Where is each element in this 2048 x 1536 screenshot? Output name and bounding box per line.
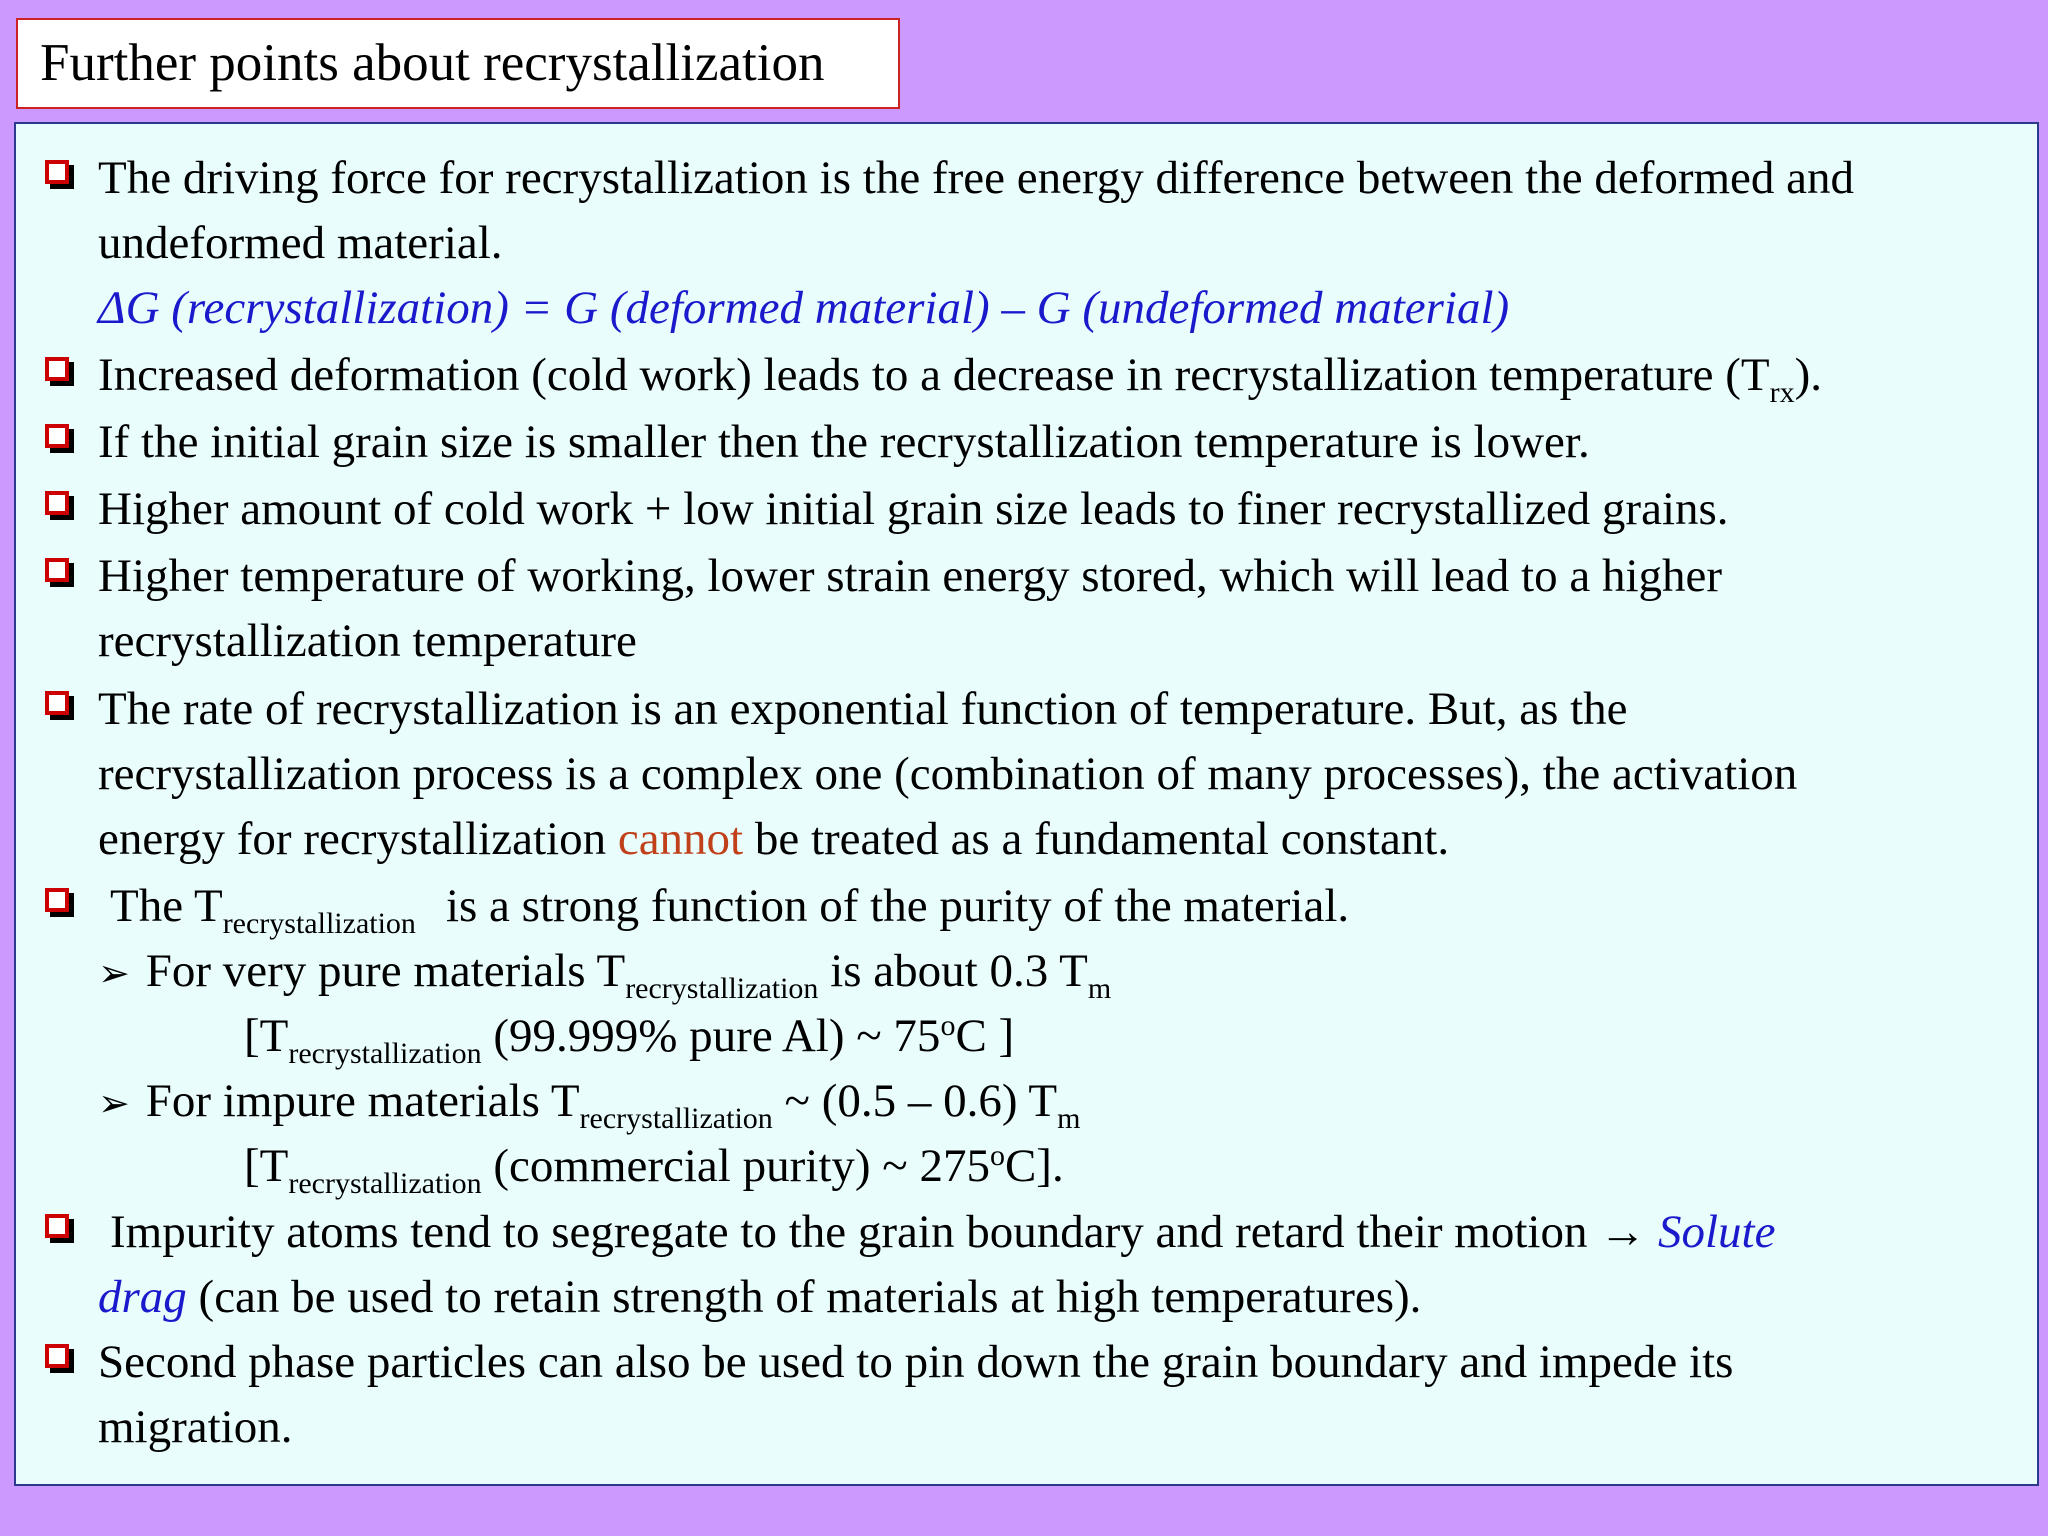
arrow-bullet-icon: ➢ (98, 953, 130, 995)
subscript: recrystallization (222, 907, 416, 940)
text-span: C]. (1004, 1140, 1064, 1192)
bullet-icon (45, 424, 69, 448)
text-line: Higher amount of cold work + low initial grain size leads to finer recrystallized grains. (98, 483, 1729, 535)
text-line: The driving force for recrystallization is the free energy difference between the deformed and (98, 152, 1855, 204)
text-span: For impure materials T (145, 1075, 580, 1127)
text-line: undeformed material. (98, 217, 503, 269)
subscript: m (1087, 972, 1112, 1005)
text-span: Impurity atoms tend to segregate to the grain boundary and retard their motion → (110, 1206, 1658, 1258)
sub-bullet-line (98, 941, 1111, 1004)
subscript: rx (1769, 376, 1795, 409)
text-line: Second phase particles can also be used to pin down the grain boundary and impede its (98, 1336, 1734, 1388)
text-span: is a strong function of the purity of the material. (445, 880, 1350, 932)
bullet-icon (45, 1214, 69, 1238)
text-span: For very pure materials T (145, 945, 626, 997)
superscript: o (989, 1139, 1005, 1172)
example-line (244, 1136, 1064, 1200)
subscript: recrystallization (288, 1167, 482, 1200)
formula-line: ΔG (recrystallization) = G (deformed material) – G (undeformed material) (98, 282, 1510, 334)
text-line: recrystallization temperature (98, 615, 637, 667)
bullet-icon (45, 491, 69, 515)
text-line (98, 1267, 1421, 1327)
text-span: C ] (955, 1010, 1015, 1062)
subscript: recrystallization (625, 972, 819, 1005)
bullet-icon (45, 558, 69, 582)
text-span: (commercial purity) ~ 275 (481, 1140, 990, 1192)
arrow-bullet-icon: ➢ (98, 1083, 130, 1125)
bullet-icon (45, 160, 69, 184)
term-solute: Solute (1657, 1206, 1776, 1258)
subscript: recrystallization (288, 1037, 482, 1070)
text-line (98, 809, 1449, 869)
text-span: ). (1794, 349, 1823, 401)
text-line: Higher temperature of working, lower strain energy stored, which will lead to a higher (98, 550, 1723, 602)
slide-title: Further points about recrystallization (16, 18, 900, 109)
text-span: energy for recrystallization (98, 813, 618, 865)
text-span: is about 0.3 T (818, 945, 1088, 997)
text-line: If the initial grain size is smaller then the recrystallization temperature is lower. (98, 416, 1590, 468)
text-line: The rate of recrystallization is an exponential function of temperature. But, as the (98, 683, 1628, 735)
text-span: (99.999% pure Al) ~ 75 (481, 1010, 941, 1062)
text-span: [T (244, 1140, 289, 1192)
text-line: migration. (98, 1401, 293, 1453)
bullet-icon (45, 1344, 69, 1368)
bullet-icon (45, 357, 69, 381)
text-line (98, 345, 1823, 409)
text-span: ~ (0.5 – 0.6) T (772, 1075, 1058, 1127)
superscript: o (940, 1009, 956, 1042)
highlight-word: cannot (617, 813, 744, 865)
text-line: recrystallization process is a complex one (combination of many processes), the activation (98, 748, 1798, 800)
content-panel (14, 122, 2039, 1486)
bullet-icon (45, 888, 69, 912)
term-drag: drag (98, 1271, 187, 1323)
example-line (244, 1006, 1015, 1070)
text-span: The T (110, 880, 223, 932)
text-line (110, 1202, 1775, 1262)
text-span: [T (244, 1010, 289, 1062)
subscript: m (1057, 1102, 1081, 1135)
text-line (110, 876, 1350, 940)
text-span: (can be used to retain strength of materials at high temperatures). (186, 1271, 1422, 1323)
bullet-icon (45, 691, 69, 715)
sub-bullet-line (98, 1071, 1080, 1134)
subscript: recrystallization (579, 1102, 773, 1135)
text-span: Increased deformation (cold work) leads to a decrease in recrystallization temperature (T (98, 349, 1770, 401)
text-span: be treated as a fundamental constant. (743, 813, 1450, 865)
